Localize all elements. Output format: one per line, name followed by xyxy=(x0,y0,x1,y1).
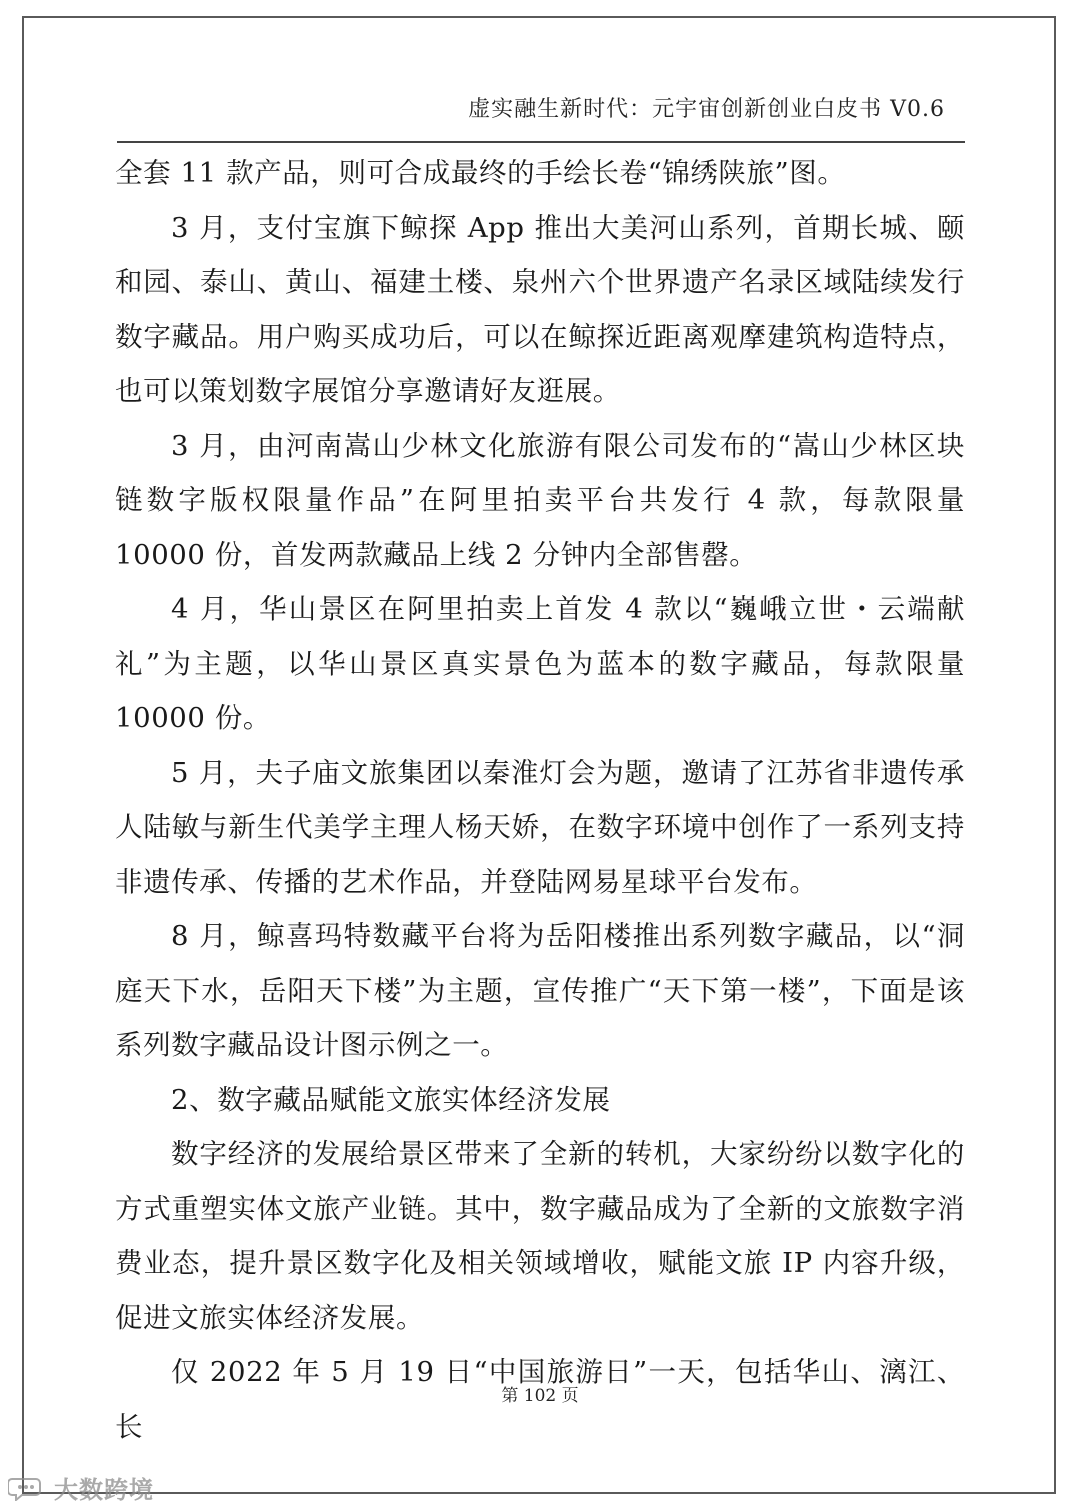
paragraph: 仅 2022 年 5 月 19 日“中国旅游日”一天，包括华山、漓江、长 xyxy=(115,1356,965,1443)
paragraph: 3 月，支付宝旗下鲸探 App 推出大美河山系列，首期长城、颐和园、泰山、黄山、福建土楼、泉州六个世界遗产名录区域陆续发行数字藏品。用户购买成功后，可以在鲸探近距离观摩建筑构造特点，也可以策划数字展馆分享邀请好友逛展。 xyxy=(115,211,965,407)
section-heading: 2、数字藏品赋能文旅实体经济发展 xyxy=(171,1083,611,1116)
watermark xyxy=(8,1470,154,1505)
page-number: 第 102 页 xyxy=(501,1386,579,1406)
body-text xyxy=(115,146,965,1454)
header-rule xyxy=(117,141,965,143)
paragraph: 8 月，鲸喜玛特数藏平台将为岳阳楼推出系列数字藏品，以“洞庭天下水，岳阳天下楼”为主题，宣传推广“天下第一楼”，下面是该系列数字藏品设计图示例之一。 xyxy=(115,920,965,1061)
paragraph: 5 月，夫子庙文旅集团以秦淮灯会为题，邀请了江苏省非遗传承人陆敏与新生代美学主理人杨天娇，在数字环境中创作了一系列支持非遗传承、传播的艺术作品，并登陆网易星球平台发布。 xyxy=(115,756,965,898)
chat-bubble-icon xyxy=(8,1475,48,1501)
watermark-text: 大数跨境 xyxy=(54,1476,154,1504)
paragraph: 全套 11 款产品，则可合成最终的手绘长卷“锦绣陕旅”图。 xyxy=(115,157,846,189)
running-header: 虚实融生新时代：元宇宙创新创业白皮书 V0.6 xyxy=(468,97,945,122)
paragraph: 4 月，华山景区在阿里拍卖上首发 4 款以“巍峨立世・云端献礼”为主题，以华山景区真实景色为蓝本的数字藏品，每款限量 10000 份。 xyxy=(115,593,965,734)
paragraph: 3 月，由河南嵩山少林文化旅游有限公司发布的“嵩山少林区块链数字版权限量作品”在阿里拍卖平台共发行 4 款，每款限量 10000 份，首发两款藏品上线 2 分钟内全部售罄。 xyxy=(115,429,965,571)
paragraph: 数字经济的发展给景区带来了全新的转机，大家纷纷以数字化的方式重塑实体文旅产业链。其中，数字藏品成为了全新的文旅数字消费业态，提升景区数字化及相关领域增收，赋能文旅 IP 内容升级，促进文旅实体经济发展。 xyxy=(115,1138,965,1334)
